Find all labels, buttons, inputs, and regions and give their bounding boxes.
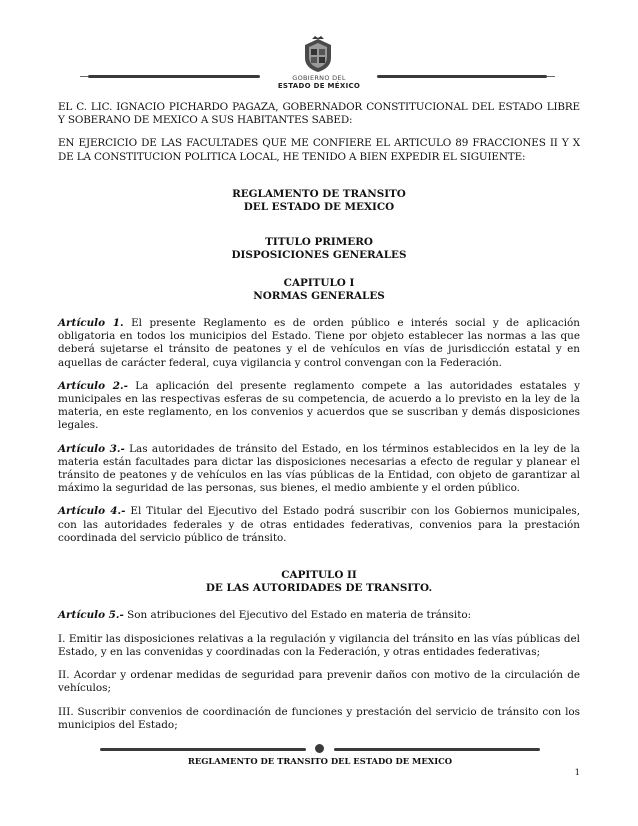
header-rule-right (377, 75, 547, 78)
intro-paragraph-2: EN EJERCICIO DE LAS FACULTADES QUE ME CONFIERE EL ARTICULO 89 FRACCIONES II Y X DE LA CONSTITUCION POLITICA LOCAL, HE TENIDO A BIEN EXPEDIR EL SIGUIENTE: (58, 137, 580, 163)
fraction-1: I. Emitir las disposiciones relativas a la regulación y vigilancia del tránsito en las vías públicas del Estado, y en las convenidas y coordinadas con la Federación, y otras entidades federativas; (58, 632, 580, 658)
footer-rule-left (100, 748, 306, 751)
intro-paragraph-1: EL C. LIC. IGNACIO PICHARDO PAGAZA, GOBERNADOR CONSTITUCIONAL DEL ESTADO LIBRE Y SOBERANO DE MEXICO A SUS HABITANTES SABED: (58, 101, 580, 127)
gov-logo-line1: GOBIERNO DEL (292, 74, 346, 82)
article-3-text: Las autoridades de tránsito del Estado, en los términos establecidos en la ley de la materia están facultades para dictar las disposiciones necesarias a efecto de regular y planear el tránsito de peatones y de vehículos en las vías públicas de la Entidad, con objeto de garantizar al máximo la seguridad de las personas, sus bienes, el medio ambiente y el orden público. (58, 442, 580, 495)
article-3 (58, 443, 580, 496)
fraction-2: II. Acordar y ordenar medidas de seguridad para prevenir daños con motivo de la circulación de vehículos; (58, 669, 580, 695)
footer-title: REGLAMENTO DE TRANSITO DEL ESTADO DE MEXICO (187, 756, 453, 766)
capitulo-2-line1: CAPITULO II (281, 569, 357, 582)
gov-logo-line2: ESTADO DE MÉXICO (277, 82, 361, 90)
article-5-label: Artículo 5.- (58, 609, 124, 622)
document-body (58, 101, 580, 742)
article-3-label: Artículo 3.- (58, 442, 125, 455)
article-1-text: El presente Reglamento es de orden público e interés social y de aplicación obligatoria en todos los municipios del Estado. Tiene por objeto establecer las normas a las que deberá sujetarse el tránsito de peatones y el de vehículos en vías de jurisdicción estatal y en aquellas de carácter federal, cuya vigilancia y control convengan con la Federación. (58, 317, 581, 369)
article-4 (58, 505, 580, 545)
capitulo-2-line2: DE LAS AUTORIDADES DE TRANSITO. (205, 582, 433, 595)
article-2-label: Artículo 2.- (58, 379, 128, 392)
article-2 (58, 380, 580, 433)
page-number: 1 (574, 768, 580, 778)
titulo-line2: DISPOSICIONES GENERALES (231, 249, 407, 262)
article-1-label: Artículo 1. (58, 317, 124, 330)
footer-rule-right (334, 748, 540, 751)
titulo-line1: TITULO PRIMERO (265, 236, 373, 249)
capitulo-1-line1: CAPITULO I (283, 276, 355, 289)
article-4-label: Artículo 4.- (58, 505, 126, 518)
capitulo-1-line2: NORMAS GENERALES (253, 289, 385, 302)
doc-title-line2: DEL ESTADO DE MEXICO (243, 201, 395, 214)
article-5-text: Son atribuciones del Ejecutivo del Estado en materia de tránsito: (123, 609, 472, 622)
article-5 (58, 609, 580, 622)
article-1 (58, 317, 580, 370)
fraction-3: III. Suscribir convenios de coordinación de funciones y prestación del servicio de tránsito con los municipios del Estado; (58, 705, 580, 731)
article-4-text: El Titular del Ejecutivo del Estado podrá suscribir con los Gobiernos municipales, con las autoridades federales y de otras entidades federativas, convenios para la prestación coordinada del servicio público de tránsito. (58, 505, 580, 544)
doc-title-line1: REGLAMENTO DE TRANSITO (232, 187, 406, 200)
article-2-text: La aplicación del presente reglamento compete a las autoridades estatales y municipales en las respectivas esferas de su competencia, de acuerdo a lo previsto en la ley de la materia, en este reglamento, en los convenios y acuerdos que se suscriban y demás disposiciones legales. (58, 379, 580, 432)
state-seal-icon (300, 36, 336, 74)
header-rule-left (88, 75, 260, 78)
footer-dot-icon (315, 744, 324, 753)
